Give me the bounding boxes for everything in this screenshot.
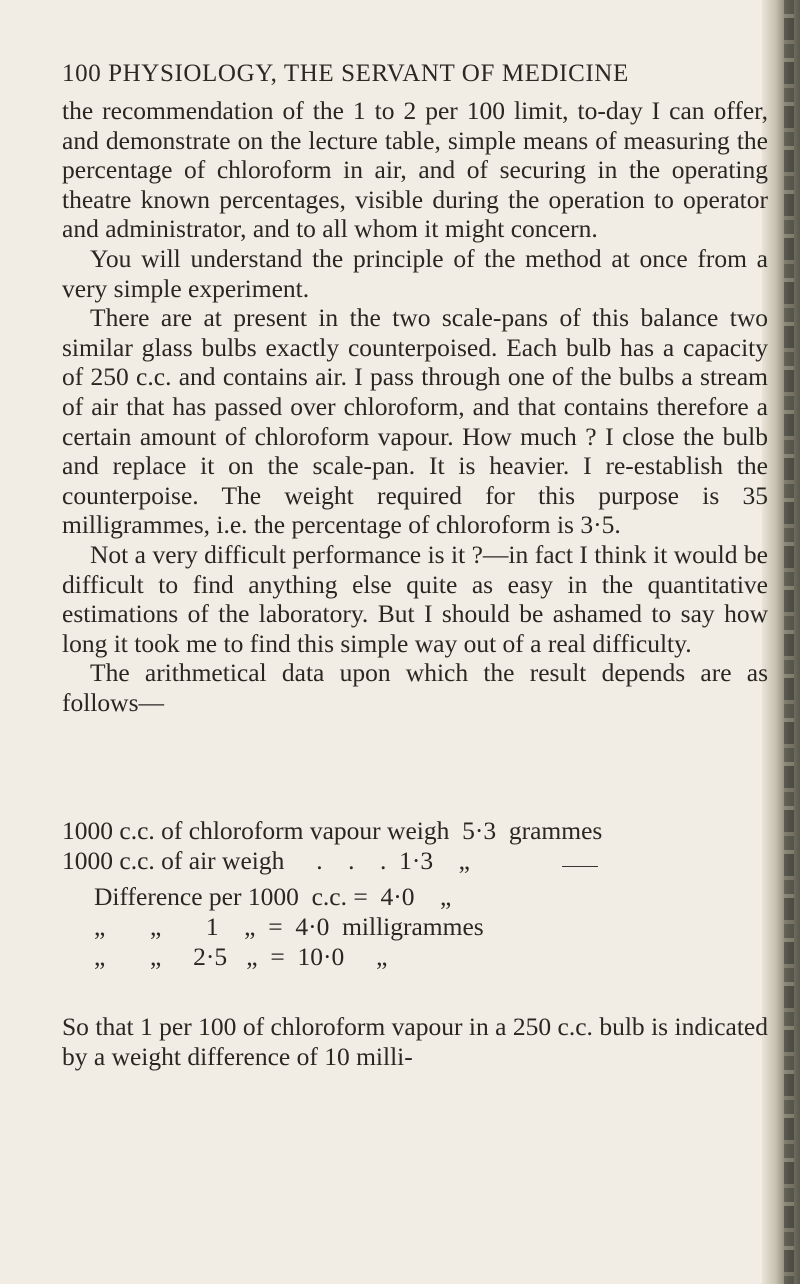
data-row-difference-1: „ „ 1 „ = 4·0 milligrammes [94,912,484,941]
closing-paragraph: So that 1 per 100 of chloroform vapour in a 250 c.c. bulb is indicated by a weight difference of 10 milli- [62,1012,768,1071]
paragraph-4: Not a very difficult performance is it ?—in fact I think it would be difficult to find anything else quite as easy in the quantitative estimations of the laboratory. But I should be ashamed to say how long it took me to find this simple way out of a real difficulty. [62,539,768,658]
binding-edge [784,0,794,1284]
subtraction-rule [562,866,598,867]
closing-text [62,1012,768,1071]
body-text [62,96,768,717]
data-row-difference-2-5: „ „ 2·5 „ = 10·0 „ [94,942,388,971]
paragraph-5: The arithmetical data upon which the result depends are as follows— [62,658,768,717]
data-row-difference-1000: Difference per 1000 c.c. = 4·0 „ [94,882,452,911]
data-row-air: 1000 c.c. of air weigh . . . 1·3 „ [62,846,470,875]
paragraph-1: the recommendation of the 1 to 2 per 100 limit, to-day I can offer, and demonstrate on the lecture table, simple means of measuring the percentage of chloroform in air, and of securing in the operating theatre known percentages, visible during the operation to operator and administrator, and to all whom it might concern. [62,96,768,244]
paragraph-2: You will understand the principle of the method at once from a very simple experiment. [62,243,768,303]
running-head: 100 PHYSIOLOGY, THE SERVANT OF MEDICINE [62,60,629,87]
data-row-chloroform: 1000 c.c. of chloroform vapour weigh 5·3 grammes [62,816,603,845]
paragraph-3: There are at present in the two scale-pans of this balance two similar glass bulbs exactly counterpoised. Each bulb has a capacity of 250 c.c. and contains air. I pass through one of the bulbs a stream of air that has passed over chloroform, and that contains therefore a certain amount of chloroform vapour. How much ? I close the bulb and replace it on the scale-pan. It is heavier. I re-establish the counterpoise. The weight required for this purpose is 35 milligrammes, i.e. the percentage of chloroform is 3·5. [62,303,768,540]
